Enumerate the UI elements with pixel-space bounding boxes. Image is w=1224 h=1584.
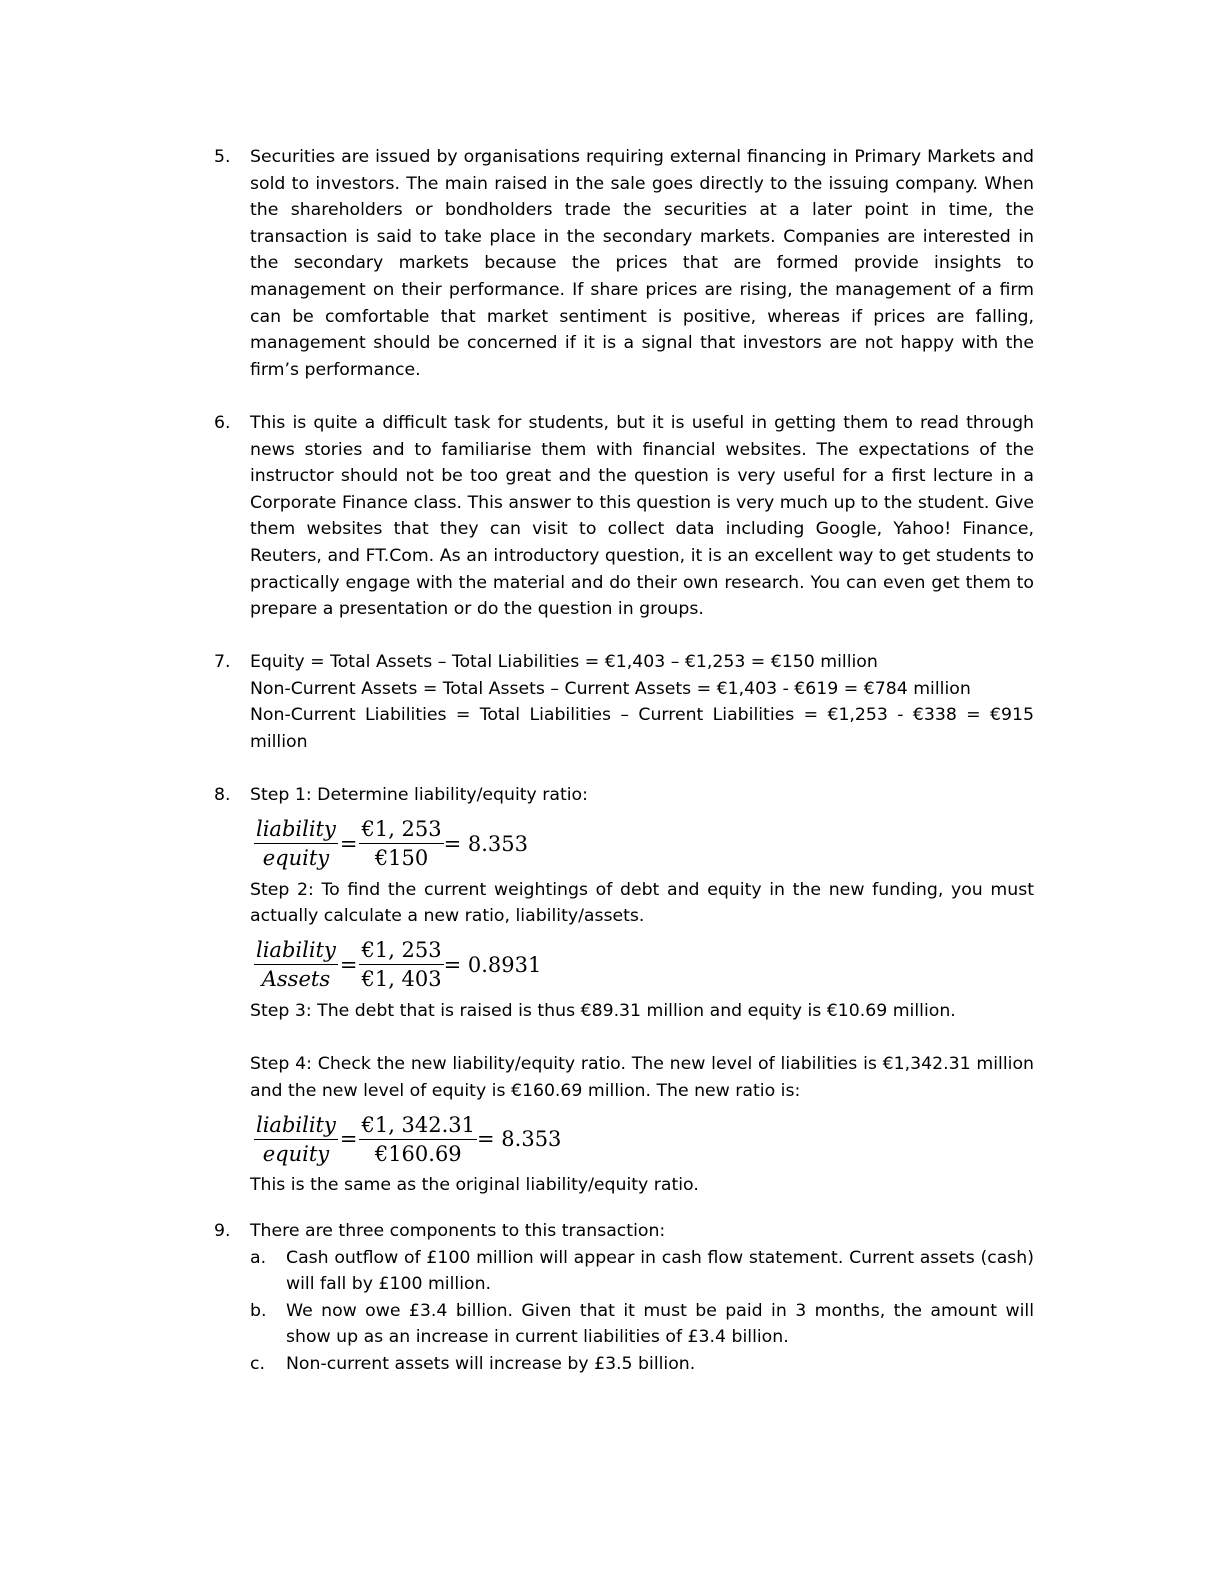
answer-item-8: [214, 782, 1034, 1199]
sub-item-b: [250, 1298, 1034, 1351]
answer-item-7: [214, 649, 1034, 755]
sub-item-c: [250, 1351, 1034, 1378]
sub-item-letter: c.: [250, 1353, 265, 1374]
denominator-value: €1, 403: [361, 967, 442, 992]
answer-item-6: [214, 410, 1034, 623]
variable-fraction: [254, 936, 338, 993]
non-current-assets-calculation: Non-Current Assets = Total Assets – Current Assets = €1,403 - €619 = €784 million: [250, 678, 971, 699]
sub-item-letter: a.: [250, 1247, 267, 1268]
variable-fraction: [254, 1111, 338, 1168]
equation-result: = 8.353: [443, 831, 529, 856]
answer-text: Securities are issued by organisations requiring external financing in Primary Markets and sold to investors. The main raised in the sale goes directly to the issuing company. When the shareholders or bondholders trade the securities at a later point in time, the transaction is said to take place in the secondary markets. Companies are interested in the secondary markets because the prices that are formed provide insights to management on their performance. If share prices are rising, the management of a firm can be comfortable that market sentiment is positive, whereas if prices are falling, management should be concerned if it is a signal that investors are not happy with the firm’s performance.: [250, 147, 1034, 380]
variable-fraction: [254, 815, 338, 872]
conclusion: This is the same as the original liability/equity ratio.: [250, 1175, 699, 1196]
step-1: Step 1: Determine liability/equity ratio:: [250, 785, 588, 805]
numerator-variable: liability: [256, 817, 336, 842]
denominator-variable: equity: [262, 846, 330, 871]
sub-item-text: We now owe £3.4 billion. Given that it must be paid in 3 months, the amount will show up as an increase in current liabilities of £3.4 billion.: [286, 1300, 1034, 1348]
numerator-value: €1, 253: [361, 938, 442, 963]
item-9-intro: There are three components to this transaction:: [250, 1221, 666, 1241]
sub-item-text: Cash outflow of £100 million will appear in cash flow statement. Current assets (cash) will fall by £100 million.: [286, 1247, 1034, 1295]
denominator-value: €160.69: [374, 1141, 462, 1166]
value-fraction: [359, 936, 443, 993]
sub-item-text: Non-current assets will increase by £3.5 billion.: [286, 1353, 696, 1374]
item-number: 5.: [214, 147, 231, 167]
denominator-variable: Assets: [261, 967, 331, 992]
item-number: 9.: [214, 1221, 231, 1241]
value-fraction: [359, 815, 443, 872]
equation-result: = 8.353: [477, 1127, 562, 1152]
denominator-variable: equity: [262, 1141, 330, 1166]
equals-sign: =: [339, 1127, 358, 1152]
answer-item-9: [214, 1218, 1034, 1378]
equation-1: [254, 813, 1034, 875]
item-number: 7.: [214, 652, 231, 672]
equity-calculation: Equity = Total Assets – Total Liabilities = €1,403 – €1,253 = €150 million: [250, 652, 878, 672]
equation-2: [254, 934, 1034, 996]
denominator-value: €150: [374, 846, 429, 871]
numerator-variable: liability: [256, 1112, 336, 1137]
item-number: 8.: [214, 785, 231, 805]
numerator-value: €1, 342.31: [361, 1112, 476, 1137]
answer-text: This is quite a difficult task for students, but it is useful in getting them to read through news stories and to familiarise them with financial websites. The expectations of the instructor should not be too great and the question is very useful for a first lecture in a Corporate Finance class. This answer to this question is very much up to the student. Give them websites that they can visit to collect data including Google, Yahoo! Finance, Reuters, and FT.Com. As an introductory question, it is an excellent way to get students to practically engage with the material and do their own research. You can even get them to prepare a presentation or do the question in groups.: [250, 413, 1034, 620]
numerator-variable: liability: [256, 938, 336, 963]
step-3: Step 3: The debt that is raised is thus €89.31 million and equity is €10.69 million.: [250, 1000, 956, 1021]
equals-sign: =: [339, 831, 358, 856]
equation-result: = 0.8931: [443, 952, 542, 977]
item-number: 6.: [214, 413, 231, 433]
equation-3: [254, 1108, 1034, 1170]
sub-item-letter: b.: [250, 1300, 267, 1321]
non-current-liabilities-calculation: Non-Current Liabilities = Total Liabilities – Current Liabilities = €1,253 - €338 = €915 million: [250, 705, 1034, 752]
answer-item-5: [214, 144, 1034, 383]
equals-sign: =: [339, 952, 358, 977]
step-2: Step 2: To find the current weightings of debt and equity in the new funding, you must actually calculate a new ratio, liability/assets.: [250, 879, 1034, 927]
value-fraction: [359, 1111, 477, 1168]
sub-item-a: [250, 1245, 1034, 1298]
numerator-value: €1, 253: [361, 817, 442, 842]
step-4: Step 4: Check the new liability/equity ratio. The new level of liabilities is €1,342.31 million and the new level of equity is €160.69 million. The new ratio is:: [250, 1053, 1034, 1101]
